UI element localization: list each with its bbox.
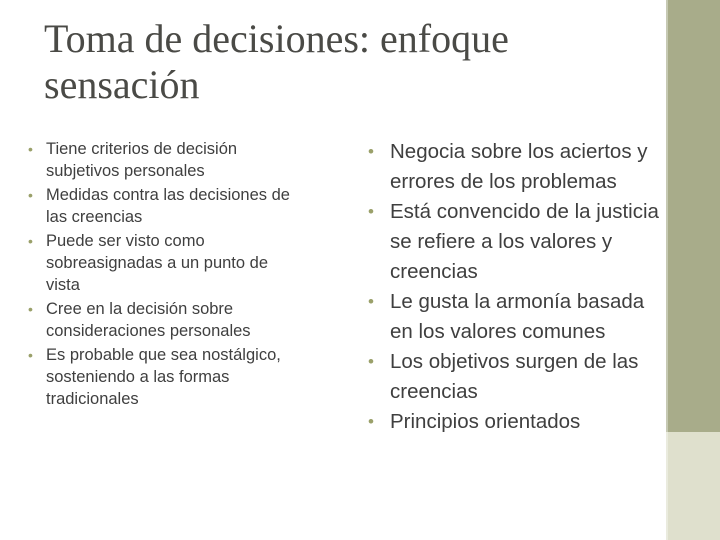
accent-bar-top	[666, 0, 720, 432]
left-bullet-item: • Cree en la decisión sobre consideraciones personales	[28, 298, 290, 342]
right-bullet-item: • Le gusta la armonía basada en los valores comunes	[366, 287, 666, 347]
left-bullet-list	[28, 138, 290, 412]
left-bullet-item: • Tiene criterios de decisión subjetivos personales	[28, 138, 290, 182]
right-bullet-list	[366, 137, 666, 437]
accent-bar-edge	[666, 0, 668, 540]
slide-title: Toma de decisiones: enfoque sensación	[44, 16, 509, 107]
left-bullet-item: • Puede ser visto como sobreasignadas a un punto de vista	[28, 230, 290, 296]
accent-bar-bottom	[666, 432, 720, 540]
left-bullet-item: • Medidas contra las decisiones de las creencias	[28, 184, 290, 228]
right-bullet-item: • Negocia sobre los aciertos y errores de los problemas	[366, 137, 666, 197]
left-bullet-item: • Es probable que sea nostálgico, sosteniendo a las formas tradicionales	[28, 344, 290, 410]
right-bullet-item: • Los objetivos surgen de las creencias	[366, 347, 666, 407]
right-bullet-item: • Está convencido de la justicia se refiere a los valores y creencias	[366, 197, 666, 287]
right-bullet-item: • Principios orientados	[366, 407, 666, 437]
